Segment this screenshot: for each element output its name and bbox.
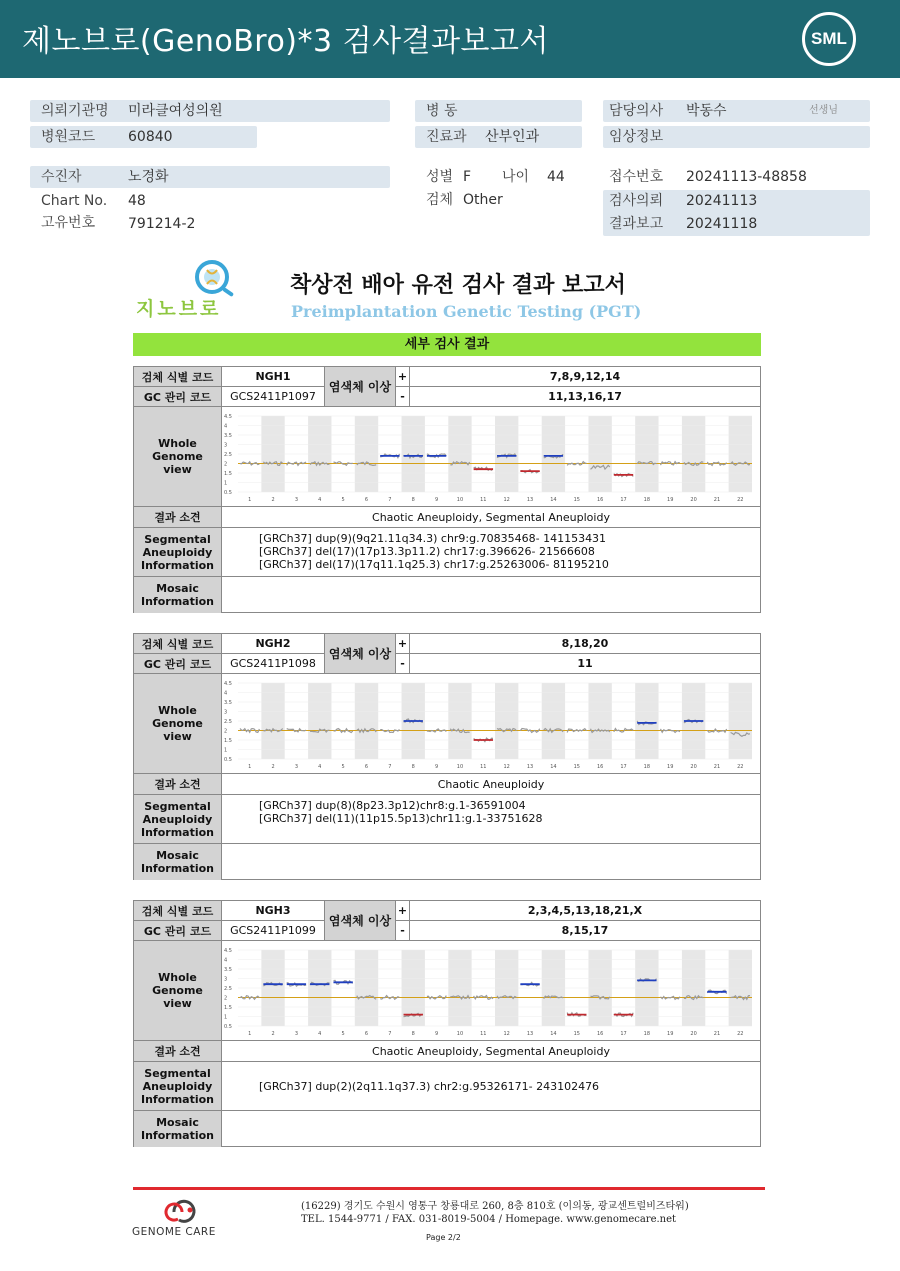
page-title: 제노브로(GenoBro)*3 검사결과보고서 [22,24,549,59]
specimen-code-value: NGH2 [222,634,325,653]
x-tick-label: 16 [596,497,604,503]
gain-chromosomes: 7,8,9,12,14 [549,370,621,383]
segmental-label: Segmental Aneuploidy Information [134,795,222,843]
report-date-value: 20241118 [686,216,758,232]
x-tick-label: 13 [526,764,534,770]
x-tick-label: 10 [456,1031,464,1037]
segmental-line: [GRCh37] del(17)(17p13.3p11.2) chr17:g.396626- 21566608 [259,545,595,558]
result-value: Chaotic Aneuploidy, Segmental Aneuploidy [372,510,610,524]
footer-address [301,1200,689,1226]
mosaic-value [222,1111,760,1147]
segmental-info [259,532,609,571]
table-row [134,1041,760,1062]
ward-label: 병 동 [426,103,458,119]
x-tick-label: 17 [620,1031,627,1037]
x-tick-label: 15 [573,1031,580,1037]
copy-number-trace [661,996,680,999]
sex-label: 성별 [426,169,454,185]
whole-genome-view-label: Whole Genome view [134,407,222,506]
table-row [134,941,760,1041]
y-tick-label: 3.5 [224,433,232,439]
page-number: Page 2/2 [426,1233,461,1242]
table-row [134,507,760,528]
table-row [134,1062,760,1111]
x-tick-label: 9 [434,764,439,770]
segmental-info [259,799,542,825]
x-tick-label: 16 [596,1031,604,1037]
mosaic-label: Mosaic Information [134,1111,222,1147]
gc-code-label: GC 관리 코드 [134,387,222,406]
x-tick-label: 11 [480,1031,487,1037]
patient-value: 노경화 [128,169,169,185]
x-tick-label: 18 [643,1031,651,1037]
x-tick-label: 21 [713,1031,721,1037]
x-tick-label: 13 [526,1031,534,1037]
receipt-value: 20241113-48858 [686,169,807,185]
doctor-value: 박동수 [686,103,727,119]
x-tick-label: 8 [411,497,415,503]
segmental-label: Segmental Aneuploidy Information [134,528,222,576]
x-tick-label: 1 [248,764,252,770]
report-title-ko: 착상전 배아 유전 검사 결과 보고서 [290,273,626,298]
table-row [134,674,760,774]
table-row [134,795,760,844]
genome-plot [222,942,756,1042]
specimen-code-value: NGH1 [222,367,325,386]
segmental-line: [GRCh37] dup(9)(9q21.11q34.3) chr9:g.70835468- 141153431 [259,532,607,545]
mosaic-label: Mosaic Information [134,577,222,613]
y-tick-label: 2.5 [224,452,232,458]
y-tick-label: 0.5 [224,490,232,496]
y-tick-label: 4 [224,690,228,697]
unique-value: 791214-2 [128,216,196,232]
institution-label: 의뢰기관명 [41,103,109,119]
x-tick-label: 8 [411,1031,415,1037]
y-tick-label: 3 [224,976,228,983]
doctor-suffix: 선생님 [809,105,838,116]
x-tick-label: 5 [341,764,345,770]
loss-chromosomes: 11,13,16,17 [548,390,622,403]
x-tick-label: 7 [388,1031,392,1037]
x-tick-label: 22 [737,764,744,770]
y-tick-label: 1.5 [224,471,232,477]
minus-sign: - [396,921,410,940]
genome-view-chart [222,408,756,504]
x-tick-label: 9 [434,497,439,503]
abnormality-label: 염색체 이상 [325,634,396,674]
y-tick-label: 3.5 [224,967,232,973]
gain-chromosomes: 2,3,4,5,13,18,21,X [527,904,643,917]
whole-genome-view-label: Whole Genome view [134,941,222,1040]
address-line: (16229) 경기도 수원시 영통구 창룡대로 260, 8층 810호 (이의동, 광교센트럴비즈타워) [301,1201,689,1212]
segmental-line: [GRCh37] dup(8)(8p23.3p12)chr8:g.1-36591004 [259,799,526,812]
y-tick-label: 4.5 [224,414,232,420]
y-tick-label: 2.5 [224,719,232,725]
genobro-logo [134,258,246,320]
gc-code-label: GC 관리 코드 [134,654,222,673]
x-tick-label: 20 [690,1031,697,1037]
y-tick-label: 4.5 [224,681,232,687]
result-label: 결과 소견 [134,774,222,794]
y-tick-label: 3.5 [224,700,232,706]
patient-label: 수진자 [41,169,82,185]
specimen-code-label: 검체 식별 코드 [134,634,222,653]
x-tick-label: 4 [318,497,322,503]
x-tick-label: 21 [713,497,721,503]
x-tick-label: 17 [620,497,627,503]
y-tick-label: 4 [224,423,228,430]
department-label: 진료과 [426,129,467,145]
table-row [134,634,760,654]
x-tick-label: 2 [271,1031,275,1037]
y-tick-label: 3 [224,442,228,449]
table-row [134,654,760,674]
x-tick-label: 10 [456,497,464,503]
x-tick-label: 11 [480,764,487,770]
x-tick-label: 21 [713,764,721,770]
sml-logo: SML [802,12,856,66]
x-tick-label: 3 [294,497,299,503]
segmental-line: [GRCh37] del(11)(11p15.5p13)chr11:g.1-33751628 [259,812,543,825]
unique-label: 고유번호 [41,215,96,231]
header-bar [0,0,900,78]
x-tick-label: 22 [737,497,744,503]
gc-code-value: GCS2411P1097 [222,387,325,406]
table-row [134,407,760,507]
genobro-logo-text: 지노브로 [136,298,222,320]
table-row [134,901,760,921]
x-tick-label: 10 [456,764,464,770]
receipt-label: 접수번호 [609,169,664,185]
x-tick-label: 15 [573,497,580,503]
specimen-value: Other [463,192,503,208]
x-tick-label: 5 [341,497,345,503]
y-tick-label: 1 [224,480,228,487]
result-label: 결과 소견 [134,1041,222,1061]
x-tick-label: 16 [596,764,604,770]
genome-plot [222,408,756,508]
table-row [134,387,760,407]
gc-code-value: GCS2411P1098 [222,654,325,673]
x-tick-label: 3 [294,764,299,770]
chart-label: Chart No. [41,193,108,209]
specimen-code-value: NGH3 [222,901,325,920]
loss-chromosomes: 11 [577,657,593,670]
whole-genome-view-label: Whole Genome view [134,674,222,773]
request-date-value: 20241113 [686,193,758,209]
y-tick-label: 1 [224,747,228,754]
mosaic-value [222,577,760,613]
segmental-label: Segmental Aneuploidy Information [134,1062,222,1110]
age-label: 나이 [502,169,530,185]
report-date-label: 결과보고 [609,216,664,232]
x-tick-label: 18 [643,497,651,503]
age-value: 44 [547,169,565,185]
x-tick-label: 15 [573,764,580,770]
sex-value: F [463,169,472,185]
x-tick-label: 1 [248,497,252,503]
result-label: 결과 소견 [134,507,222,527]
x-tick-label: 2 [271,497,275,503]
plus-sign: + [396,901,410,920]
x-tick-label: 7 [388,764,392,770]
gc-code-value: GCS2411P1099 [222,921,325,940]
y-tick-label: 1.5 [224,1005,232,1011]
y-tick-label: 0.5 [224,1024,232,1030]
x-tick-label: 22 [737,1031,744,1037]
doctor-label: 담당의사 [609,103,664,119]
genome-care-logo [132,1198,232,1240]
x-tick-label: 13 [526,497,534,503]
x-tick-label: 14 [550,764,557,770]
footer-divider [133,1187,765,1190]
x-tick-label: 14 [550,1031,557,1037]
table-row [134,844,760,880]
genome-view-chart [222,675,756,771]
y-tick-label: 2 [224,461,228,468]
x-tick-label: 6 [364,1031,369,1037]
table-row [134,921,760,941]
minus-sign: - [396,387,410,406]
genome-view-chart [222,942,756,1038]
table-row [134,528,760,577]
x-tick-label: 7 [388,497,392,503]
table-row [134,367,760,387]
x-tick-label: 3 [294,1031,299,1037]
x-tick-label: 2 [271,764,275,770]
abnormality-label: 염색체 이상 [325,367,396,407]
y-tick-label: 2 [224,995,228,1002]
request-date-label: 검사의뢰 [609,193,664,209]
y-tick-label: 2 [224,728,228,735]
chart-value: 48 [128,193,146,209]
x-tick-label: 6 [364,764,369,770]
abnormality-label: 염색체 이상 [325,901,396,941]
plus-sign: + [396,634,410,653]
x-tick-label: 4 [318,764,322,770]
pill-patient [30,166,390,188]
y-tick-label: 0.5 [224,757,232,763]
y-tick-label: 3 [224,709,228,716]
sample-table [133,633,761,880]
segmental-line: [GRCh37] dup(2)(2q11.1q37.3) chr2:g.95326171- 243102476 [259,1080,600,1093]
sample-table [133,900,761,1147]
x-tick-label: 12 [503,1031,510,1037]
specimen-code-label: 검체 식별 코드 [134,901,222,920]
x-tick-label: 5 [341,1031,345,1037]
x-tick-label: 12 [503,497,510,503]
report-title-en: Preimplantation Genetic Testing (PGT) [291,302,642,321]
gc-code-label: GC 관리 코드 [134,921,222,940]
sample-table [133,366,761,613]
specimen-code-label: 검체 식별 코드 [134,367,222,386]
department-value: 산부인과 [485,129,540,145]
genome-plot [222,675,756,775]
y-tick-label: 1 [224,1014,228,1021]
x-tick-label: 6 [364,497,369,503]
genome-care-logo-graphic [132,1198,232,1226]
y-tick-label: 4.5 [224,948,232,954]
gain-chromosomes: 8,18,20 [561,637,609,650]
x-tick-label: 20 [690,764,697,770]
hospital-code-label: 병원코드 [41,129,96,145]
x-tick-label: 8 [411,764,415,770]
segmental-info [259,1080,599,1093]
institution-value: 미라클여성의원 [128,103,223,119]
x-tick-label: 17 [620,764,627,770]
clinical-info-label: 임상정보 [609,129,664,145]
y-tick-label: 1.5 [224,738,232,744]
result-value: Chaotic Aneuploidy [437,777,545,791]
x-tick-label: 11 [480,497,487,503]
plus-sign: + [396,367,410,386]
x-tick-label: 12 [503,764,510,770]
specimen-label: 검체 [426,192,454,208]
x-tick-label: 20 [690,497,697,503]
minus-sign: - [396,654,410,673]
x-tick-label: 4 [318,1031,322,1037]
table-row [134,577,760,613]
y-tick-label: 4 [224,957,228,964]
y-tick-label: 2.5 [224,986,232,992]
x-tick-label: 9 [434,1031,439,1037]
section-title: 세부 검사 결과 [133,333,761,356]
x-tick-label: 19 [667,497,674,503]
mosaic-value [222,844,760,880]
x-tick-label: 1 [248,1031,252,1037]
segmental-line: [GRCh37] del(17)(17q11.1q25.3) chr17:g.25263006- 81195210 [259,558,609,571]
x-tick-label: 19 [667,1031,674,1037]
loss-chromosomes: 8,15,17 [561,924,609,937]
result-value: Chaotic Aneuploidy, Segmental Aneuploidy [372,1044,610,1058]
mosaic-label: Mosaic Information [134,844,222,880]
hospital-code-value: 60840 [128,129,173,145]
x-tick-label: 19 [667,764,674,770]
x-tick-label: 18 [643,764,651,770]
x-tick-label: 14 [550,497,557,503]
table-row [134,1111,760,1147]
table-row [134,774,760,795]
genome-care-logo-text: GENOME CARE [132,1226,216,1238]
contact-line: TEL. 1544-9771 / FAX. 031-8019-5004 / Homepage. www.genomecare.net [301,1214,677,1225]
